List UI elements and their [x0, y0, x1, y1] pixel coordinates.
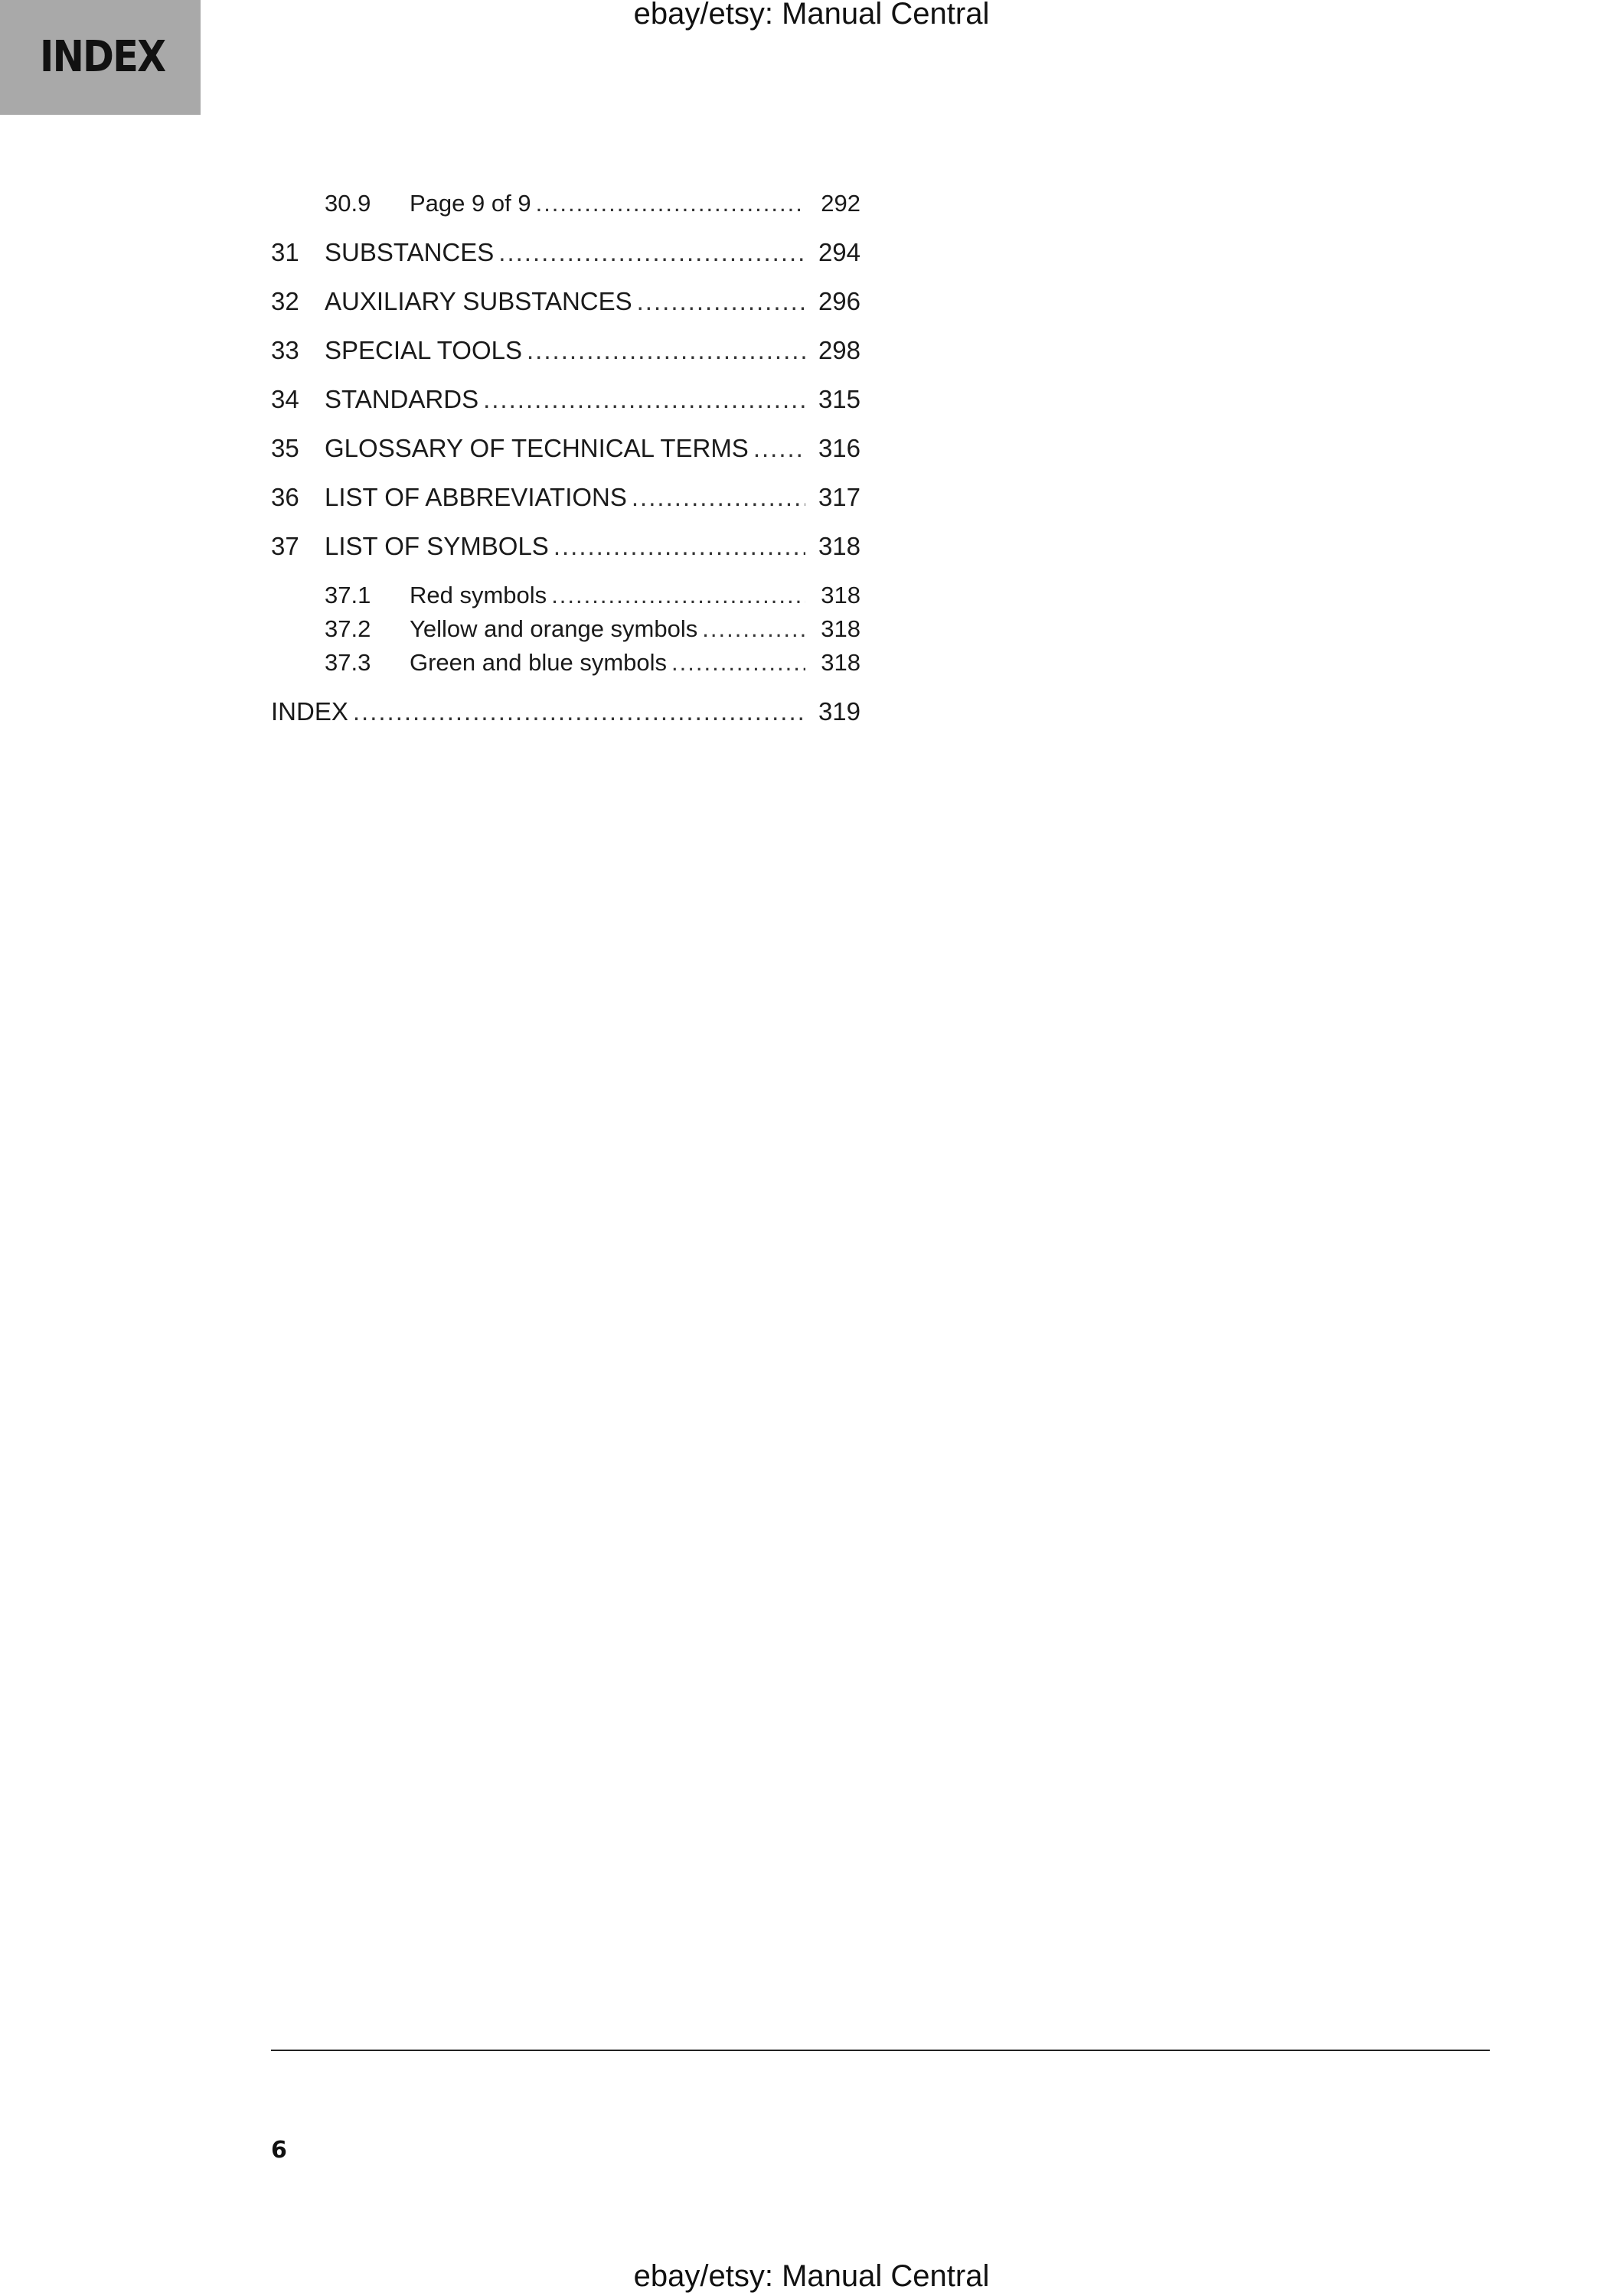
toc-entry[interactable]	[271, 646, 860, 680]
toc-entry-page: 316	[818, 434, 860, 462]
toc-entry-number: 35	[271, 434, 299, 462]
toc-entry[interactable]	[271, 334, 860, 367]
toc-entry[interactable]	[271, 481, 860, 514]
toc-dot-leader	[483, 383, 805, 416]
toc-entry-number: 30.9	[325, 190, 371, 217]
toc-entry-page: 294	[818, 238, 860, 266]
toc-dot-leader	[353, 695, 805, 729]
toc-entry[interactable]	[271, 530, 860, 563]
toc-entry[interactable]	[271, 187, 860, 220]
toc-entry-page: 318	[818, 532, 860, 560]
toc-entry-number: 31	[271, 238, 299, 266]
toc-entry-title: AUXILIARY SUBSTANCES	[325, 287, 632, 315]
toc-entry-title: LIST OF ABBREVIATIONS	[325, 483, 627, 511]
toc-entry-title: LIST OF SYMBOLS	[325, 532, 549, 560]
toc-entry-page: 317	[818, 483, 860, 511]
toc-entry-title: Page 9 of 9	[410, 190, 531, 217]
toc-entry-title: Red symbols	[410, 582, 547, 608]
toc-entry-number: 37.1	[325, 582, 371, 608]
toc-entry-number: 32	[271, 287, 299, 315]
toc-dot-leader	[671, 646, 805, 680]
toc-entry-page: 298	[818, 336, 860, 364]
toc-entry[interactable]	[271, 579, 860, 612]
toc-dot-leader	[498, 236, 805, 269]
toc-entry-page: 319	[818, 697, 860, 726]
section-tab-label: INDEX	[40, 32, 165, 82]
toc-dot-leader	[753, 432, 805, 465]
toc-entry[interactable]	[271, 432, 860, 465]
toc-entry-page: 318	[821, 615, 860, 642]
toc-dot-leader	[637, 285, 805, 318]
toc-dot-leader	[551, 579, 805, 612]
toc-dot-leader	[527, 334, 805, 367]
toc-entry-title: Yellow and orange symbols	[410, 615, 698, 642]
toc-entry-number: 37.3	[325, 649, 371, 676]
toc-entry-page: 296	[818, 287, 860, 315]
toc-entry-title: Green and blue symbols	[410, 649, 668, 676]
page-number: 6	[271, 2137, 287, 2164]
footer-divider	[271, 2050, 1490, 2051]
toc-entry[interactable]	[271, 236, 860, 269]
toc-entry-title: GLOSSARY OF TECHNICAL TERMS	[325, 434, 749, 462]
toc-dot-leader	[536, 187, 805, 220]
toc-entry-number: 33	[271, 336, 299, 364]
toc-dot-leader	[702, 612, 805, 646]
toc-entry[interactable]	[271, 612, 860, 646]
toc-entry-page: 318	[821, 582, 860, 608]
toc-entry[interactable]	[271, 695, 860, 729]
watermark-top: ebay/etsy: Manual Central	[633, 0, 990, 31]
toc-entry-number: 36	[271, 483, 299, 511]
toc-dot-leader	[554, 530, 805, 563]
toc-entry[interactable]	[271, 285, 860, 318]
watermark-bottom: ebay/etsy: Manual Central	[633, 2259, 990, 2293]
toc-entry-title: SPECIAL TOOLS	[325, 336, 523, 364]
toc-entry-page: 292	[821, 190, 860, 217]
toc-entry-title: SUBSTANCES	[325, 238, 495, 266]
toc-entry[interactable]	[271, 383, 860, 416]
toc-entry-page: 318	[821, 649, 860, 676]
toc-entry-number: 37.2	[325, 615, 371, 642]
toc-entry-page: 315	[818, 385, 860, 413]
toc-entry-title: STANDARDS	[325, 385, 479, 413]
toc-entry-number: 37	[271, 532, 299, 560]
toc-dot-leader	[632, 481, 805, 514]
toc-entry-title: INDEX	[271, 697, 348, 726]
toc-entry-number: 34	[271, 385, 299, 413]
